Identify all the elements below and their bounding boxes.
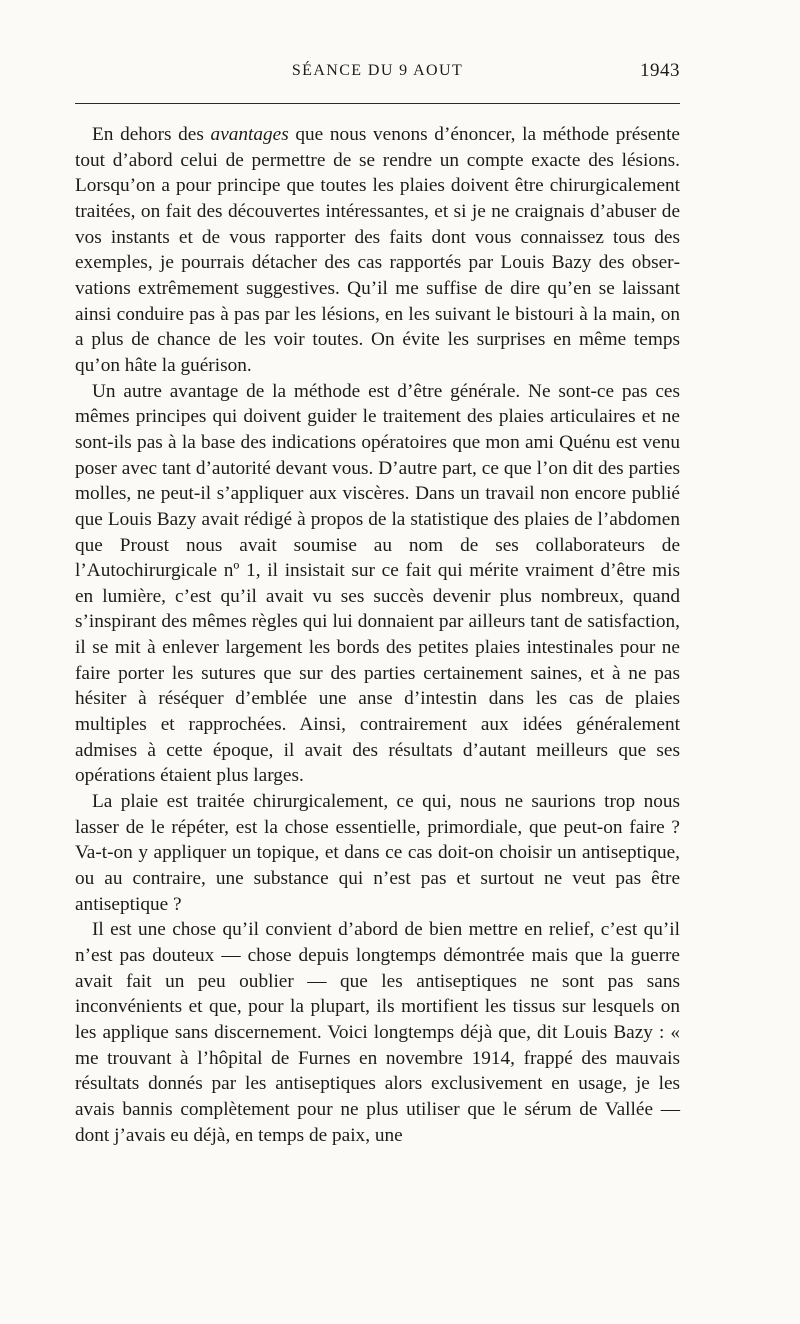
paragraph-1 bbox=[75, 122, 680, 379]
paragraph-1-before: En dehors des bbox=[92, 124, 211, 145]
running-head: SÉANCE DU 9 AOUT bbox=[291, 62, 464, 79]
paragraph-3: La plaie est traitée chirurgicalement, ce qui, nous ne saurions trop nous lasser de le répéter, est la chose essentielle, primordiale, que peut-on faire ? Va-t-on y appliquer un topique, et dans ce cas doit-on choisir un antiseptique, ou au contraire, une substance qui n’est pas et surtout ne veut pas être antiseptique ? bbox=[75, 791, 680, 915]
page-number: 1943 bbox=[640, 60, 680, 81]
paragraph-2: Un autre avantage de la méthode est d’être générale. Ne sont-ce pas ces mêmes principes qui doivent guider le traitement des plaies articulaires et ne sont-ils pas à la base des indications opératoires que mon ami Quénu est venu poser avec tant d’autorité devant vous. D’autre part, ce que l’on dit des parties molles, ne peut-il s’appliquer aux viscères. Dans un travail non encore publié que Louis Bazy avait rédigé à propos de la statistique des plaies de l’abdomen que Proust nous avait soumise au nom de ses collaborateurs de l’Autochirurgicale nº 1, il insistait sur ce fait qui mérite vraiment d’être mis en lumière, c’est qu’il avait vu ses succès devenir plus nombreux, quand s’inspirant des mêmes règles qui lui donnaient par ailleurs tant de satisfaction, il se mit à enlever largement les bords des petites plaies intestinales pour ne faire porter les sutures que sur des parties certainement saines, et à ne pas hésiter à réséquer d’emblée une anse d’intestin dans les cas de plaies multiples et rapprochées. Ainsi, contrairement aux idées généralement admises à cette époque, il avait des résultats d’autant meilleurs que ses opérations étaient plus larges. bbox=[75, 380, 680, 787]
page-header bbox=[75, 60, 680, 90]
paragraph-4: Il est une chose qu’il convient d’abord de bien mettre en relief, c’est qu’il n’est pas douteux — chose depuis longtemps démontrée mais que la guerre avait fait un peu oublier — que les antiseptiques ne sont pas sans inconvénients et que, pour la plupart, ils mortifient les tissus sur lesquels on les applique sans discernement. Voici longtemps déjà que, dit Louis Bazy : « me trouvant à l’hôpital de Furnes en novembre 1914, frappé des mauvais résultats donnés par les antiseptiques alors exclusivement en usage, je les avais bannis complètement pour ne plus utiliser que le sérum de Vallée — dont j’avais eu déjà, en temps de paix, une bbox=[75, 919, 680, 1146]
header-rule bbox=[75, 103, 680, 104]
paragraph-1-italic: avantages bbox=[210, 124, 289, 145]
body-text bbox=[75, 122, 680, 1148]
paragraph-1-after: que nous venons d’énoncer, la méthode présente tout d’abord celui de permettre de se rendre un compte exacte des lésions. Lorsqu’on a pour principe que toutes les plaies doivent être chirurgicalement traitées, on fait des découvertes intéressantes, et si je ne craignais d’abuser de vos instants et de vous rapporter des faits dont vous connaissez tous des exemples, je pourrais détacher des cas rapportés par Louis Bazy des observations extrêmement suggestives. Qu’il me suffise de dire qu’en se laissant ainsi conduire pas à pas par les lésions, en les suivant le bistouri à la main, on a plus de chance de les voir toutes. On évite les surprises en même temps qu’on hâte la guérison. bbox=[75, 124, 680, 376]
